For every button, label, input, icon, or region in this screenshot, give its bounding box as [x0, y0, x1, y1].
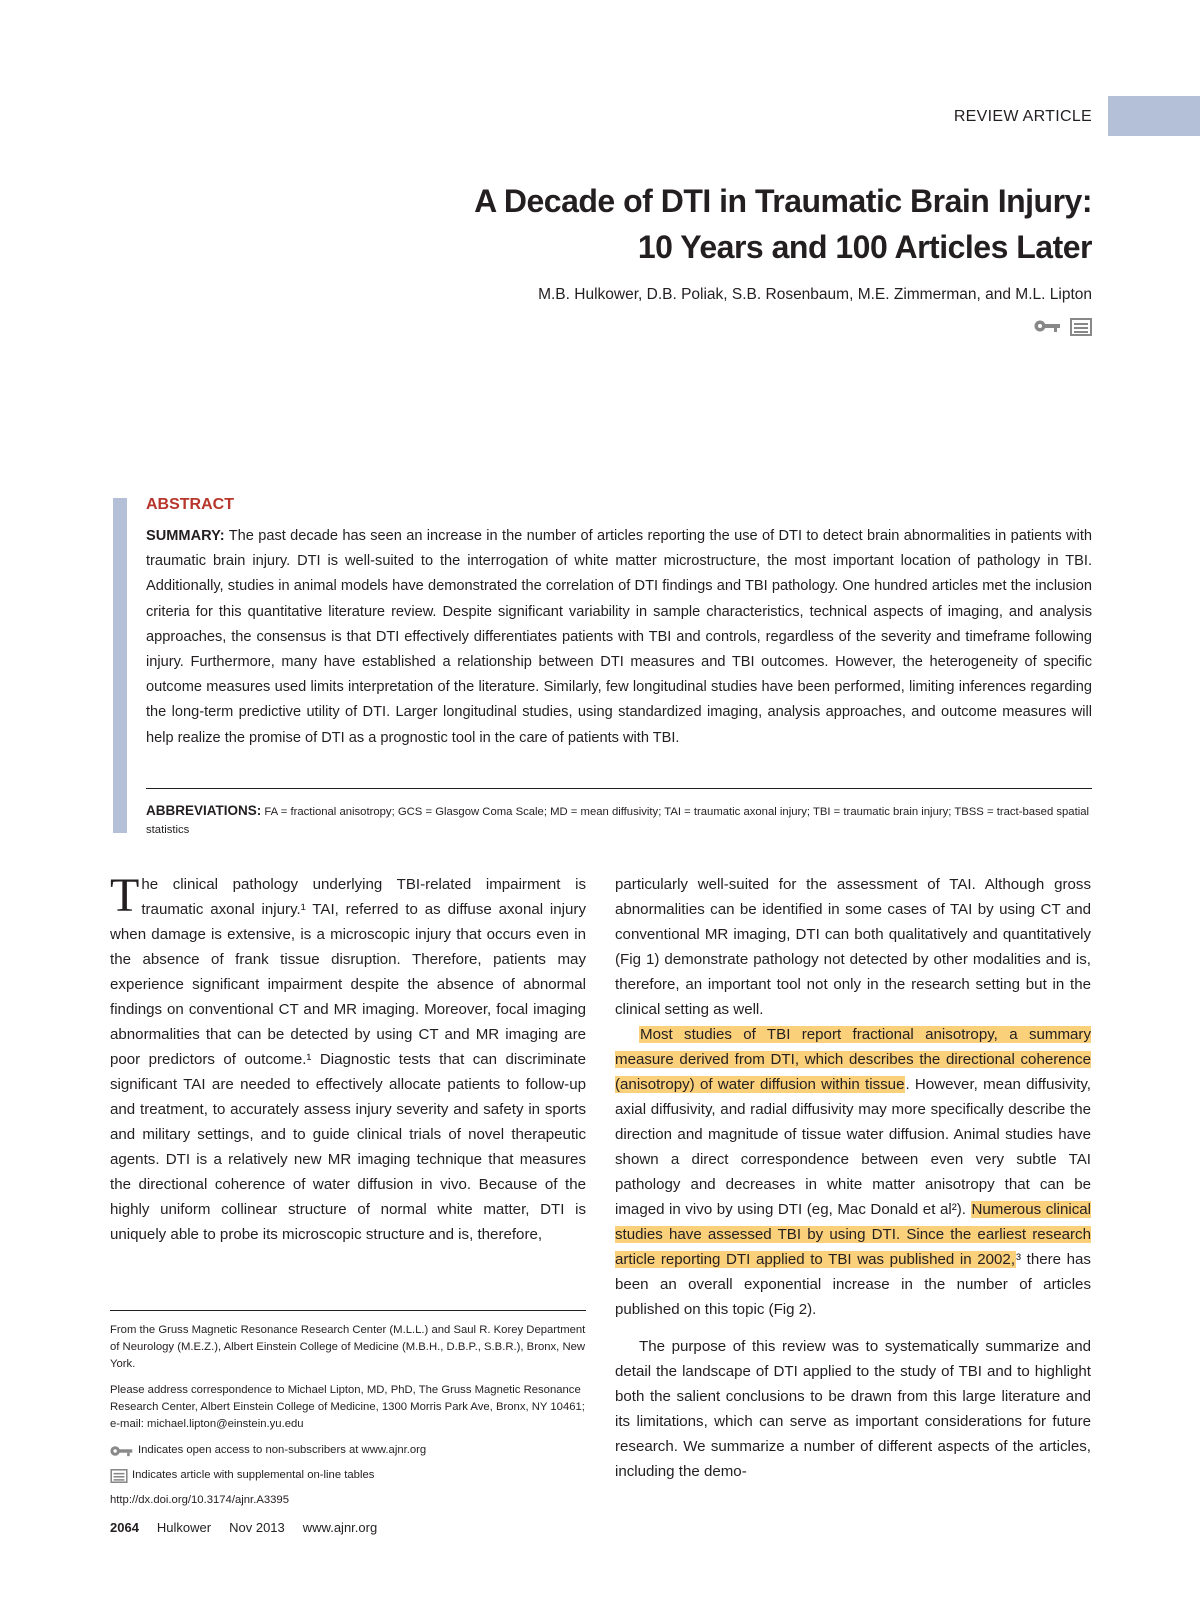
article-badges [1034, 318, 1092, 334]
title-line-1: A Decade of DTI in Traumatic Brain Injury: [474, 183, 1092, 219]
abstract-accent-bar [113, 498, 127, 833]
affiliation-note: From the Gruss Magnetic Resonance Research Center (M.L.L.) and Saul R. Korey Department of Neurology (M.E.Z.), Albert Einstein College of Medicine (M.B.H., D.B.P., S.B.R.), Bronx, New York. [110, 1324, 586, 1370]
abbreviations-divider [146, 788, 1092, 789]
abstract-heading: ABSTRACT [146, 496, 234, 513]
body-column-left [110, 869, 586, 1247]
footnotes [110, 1322, 586, 1509]
doi-link[interactable]: http://dx.doi.org/10.3174/ajnr.A3395 [110, 1494, 290, 1506]
supplement-text: Indicates article with supplemental on-line tables [132, 1469, 375, 1481]
author-list: M.B. Hulkower, D.B. Poliak, S.B. Rosenbaum, M.E. Zimmerman, and M.L. Lipton [538, 286, 1092, 303]
paragraph-fa-end: ³ there has been an overall exponential increase in the number of articles published on this topic (Fig 2). [615, 1251, 1091, 1318]
highlight-clinical-studies: Numerous clinical studies have assessed TBI by using DTI. Since the earliest research article reporting DTI applied to TBI was published in 2002, [615, 1201, 1091, 1268]
article-title [332, 178, 1092, 270]
drop-cap: T [110, 869, 140, 922]
supplement-note [110, 1467, 586, 1484]
section-label: REVIEW ARTICLE [953, 108, 1092, 125]
summary-label: SUMMARY: [146, 528, 225, 544]
paragraph-continuation: particularly well-suited for the assessment of TAI. Although gross abnormalities can be identified in some cases of TAI by using CT and conventional MR imaging, DTI can both qualitatively and quantitatively (Fig 1) demonstrate pathology not detected by other modalities and is, therefore, an important tool not only in the research setting but in the clinical setting as well. [615, 876, 1091, 1018]
document-list-icon [110, 1469, 128, 1483]
title-line-2: 10 Years and 100 Articles Later [637, 229, 1092, 265]
footer-date: Nov 2013 [229, 1520, 285, 1535]
intro-text: he clinical pathology underlying TBI-related impairment is traumatic axonal injury.¹ TAI, referred to as diffuse axonal injury when damage is extensive, is a microscopic injury that occurs even in the absence of frank tissue disruption. Therefore, patients may experience significant impairment despite the absence of abnormal findings on conventional CT and MR imaging. Moreover, focal imaging abnormalities that can be detected by using CT and MR imaging are poor predictors of outcome.¹ Diagnostic tests that can discriminate significant TAI are needed to effectively allocate patients to follow-up and treatment, to accurately assess injury severity and safety in sports and military settings, and to guide clinical trials of novel therapeutic agents. DTI is a relatively new MR imaging technique that measures the directional coherence of water diffusion in vivo. Because of the highly uniform collinear structure of normal white matter, DTI is uniquely able to probe its microscopic structure and is, therefore, [110, 876, 586, 1243]
abbreviations-label: ABBREVIATIONS: [146, 803, 262, 818]
correspondence-note: Please address correspondence to Michael Lipton, MD, PhD, The Gruss Magnetic Resonance Research Center, Albert Einstein College of Medicine, 1300 Morris Park Ave, Bronx, NY 10461; e-mail: michael.lipton@einstein.yu.edu [110, 1384, 585, 1430]
intro-paragraph [110, 869, 586, 1247]
highlight-fa: Most studies of TBI report fractional anisotropy, a summary measure derived from DTI, which describes the directional coherence (anisotropy) of water diffusion within tissue [615, 1026, 1091, 1093]
footer-site-link[interactable]: www.ajnr.org [302, 1520, 378, 1535]
open-access-note [110, 1442, 586, 1459]
paragraph-fa-mid: . However, mean diffusivity, axial diffusivity, and radial diffusivity may more specifically describe the direction and magnitude of tissue water diffusion. Animal studies have shown a direct correspondence between even very subtle TAI pathology and decreases in white matter anisotropy that can be imaged in vivo by using DTI (eg, Mac Donald et al²). [615, 1076, 1091, 1218]
document-list-icon [1070, 318, 1092, 334]
open-access-text: Indicates open access to non-subscribers at www.ajnr.org [138, 1444, 427, 1456]
key-icon [110, 1445, 134, 1457]
body-column-right [615, 872, 1091, 1484]
abbreviations-text: FA = fractional anisotropy; GCS = Glasgow Coma Scale; MD = mean diffusivity; TAI = traumatic axonal injury; TBI = traumatic brain injury; TBSS = tract-based spatial statistics [146, 806, 1090, 836]
key-icon [1034, 319, 1062, 333]
footnote-divider [110, 1310, 586, 1311]
summary-text: The past decade has seen an increase in the number of articles reporting the use of DTI to detect brain abnormalities in patients with traumatic brain injury. DTI is well-suited to the interrogation of white matter microstructure, the most important location of pathology in TBI. Additionally, studies in animal models have demonstrated the correlation of DTI findings and TBI pathology. One hundred articles met the inclusion criteria for this quantitative literature review. Despite significant variability in sample characteristics, technical aspects of imaging, and analysis approaches, the consensus is that DTI effectively differentiates patients with TBI and controls, regardless of the severity and timeframe following injury. Furthermore, many have established a relationship between DTI measures and TBI outcomes. However, the heterogeneity of specific outcome measures used limits interpretation of the literature. Similarly, few longitudinal studies have been performed, limiting inferences regarding the long-term predictive utility of DTI. Larger longitudinal studies, using standardized imaging, analysis approaches, and outcome measures will help realize the promise of DTI as a prognostic tool in the care of patients with TBI. [146, 528, 1093, 746]
paragraph-purpose: The purpose of this review was to systematically summarize and detail the landscape of DTI applied to the study of TBI and to highlight both the salient conclusions to be drawn from this large literature and its limitations, which can serve as important considerations for future research. We summarize a number of different aspects of the articles, including the demo- [615, 1338, 1091, 1480]
abbreviations [146, 802, 1092, 839]
abstract-summary [146, 524, 1092, 751]
page-footer [110, 1520, 377, 1535]
section-tab-marker [1108, 96, 1200, 136]
footer-author: Hulkower [156, 1520, 212, 1535]
paragraph-fa [615, 1022, 1091, 1322]
page-number: 2064 [110, 1520, 139, 1535]
